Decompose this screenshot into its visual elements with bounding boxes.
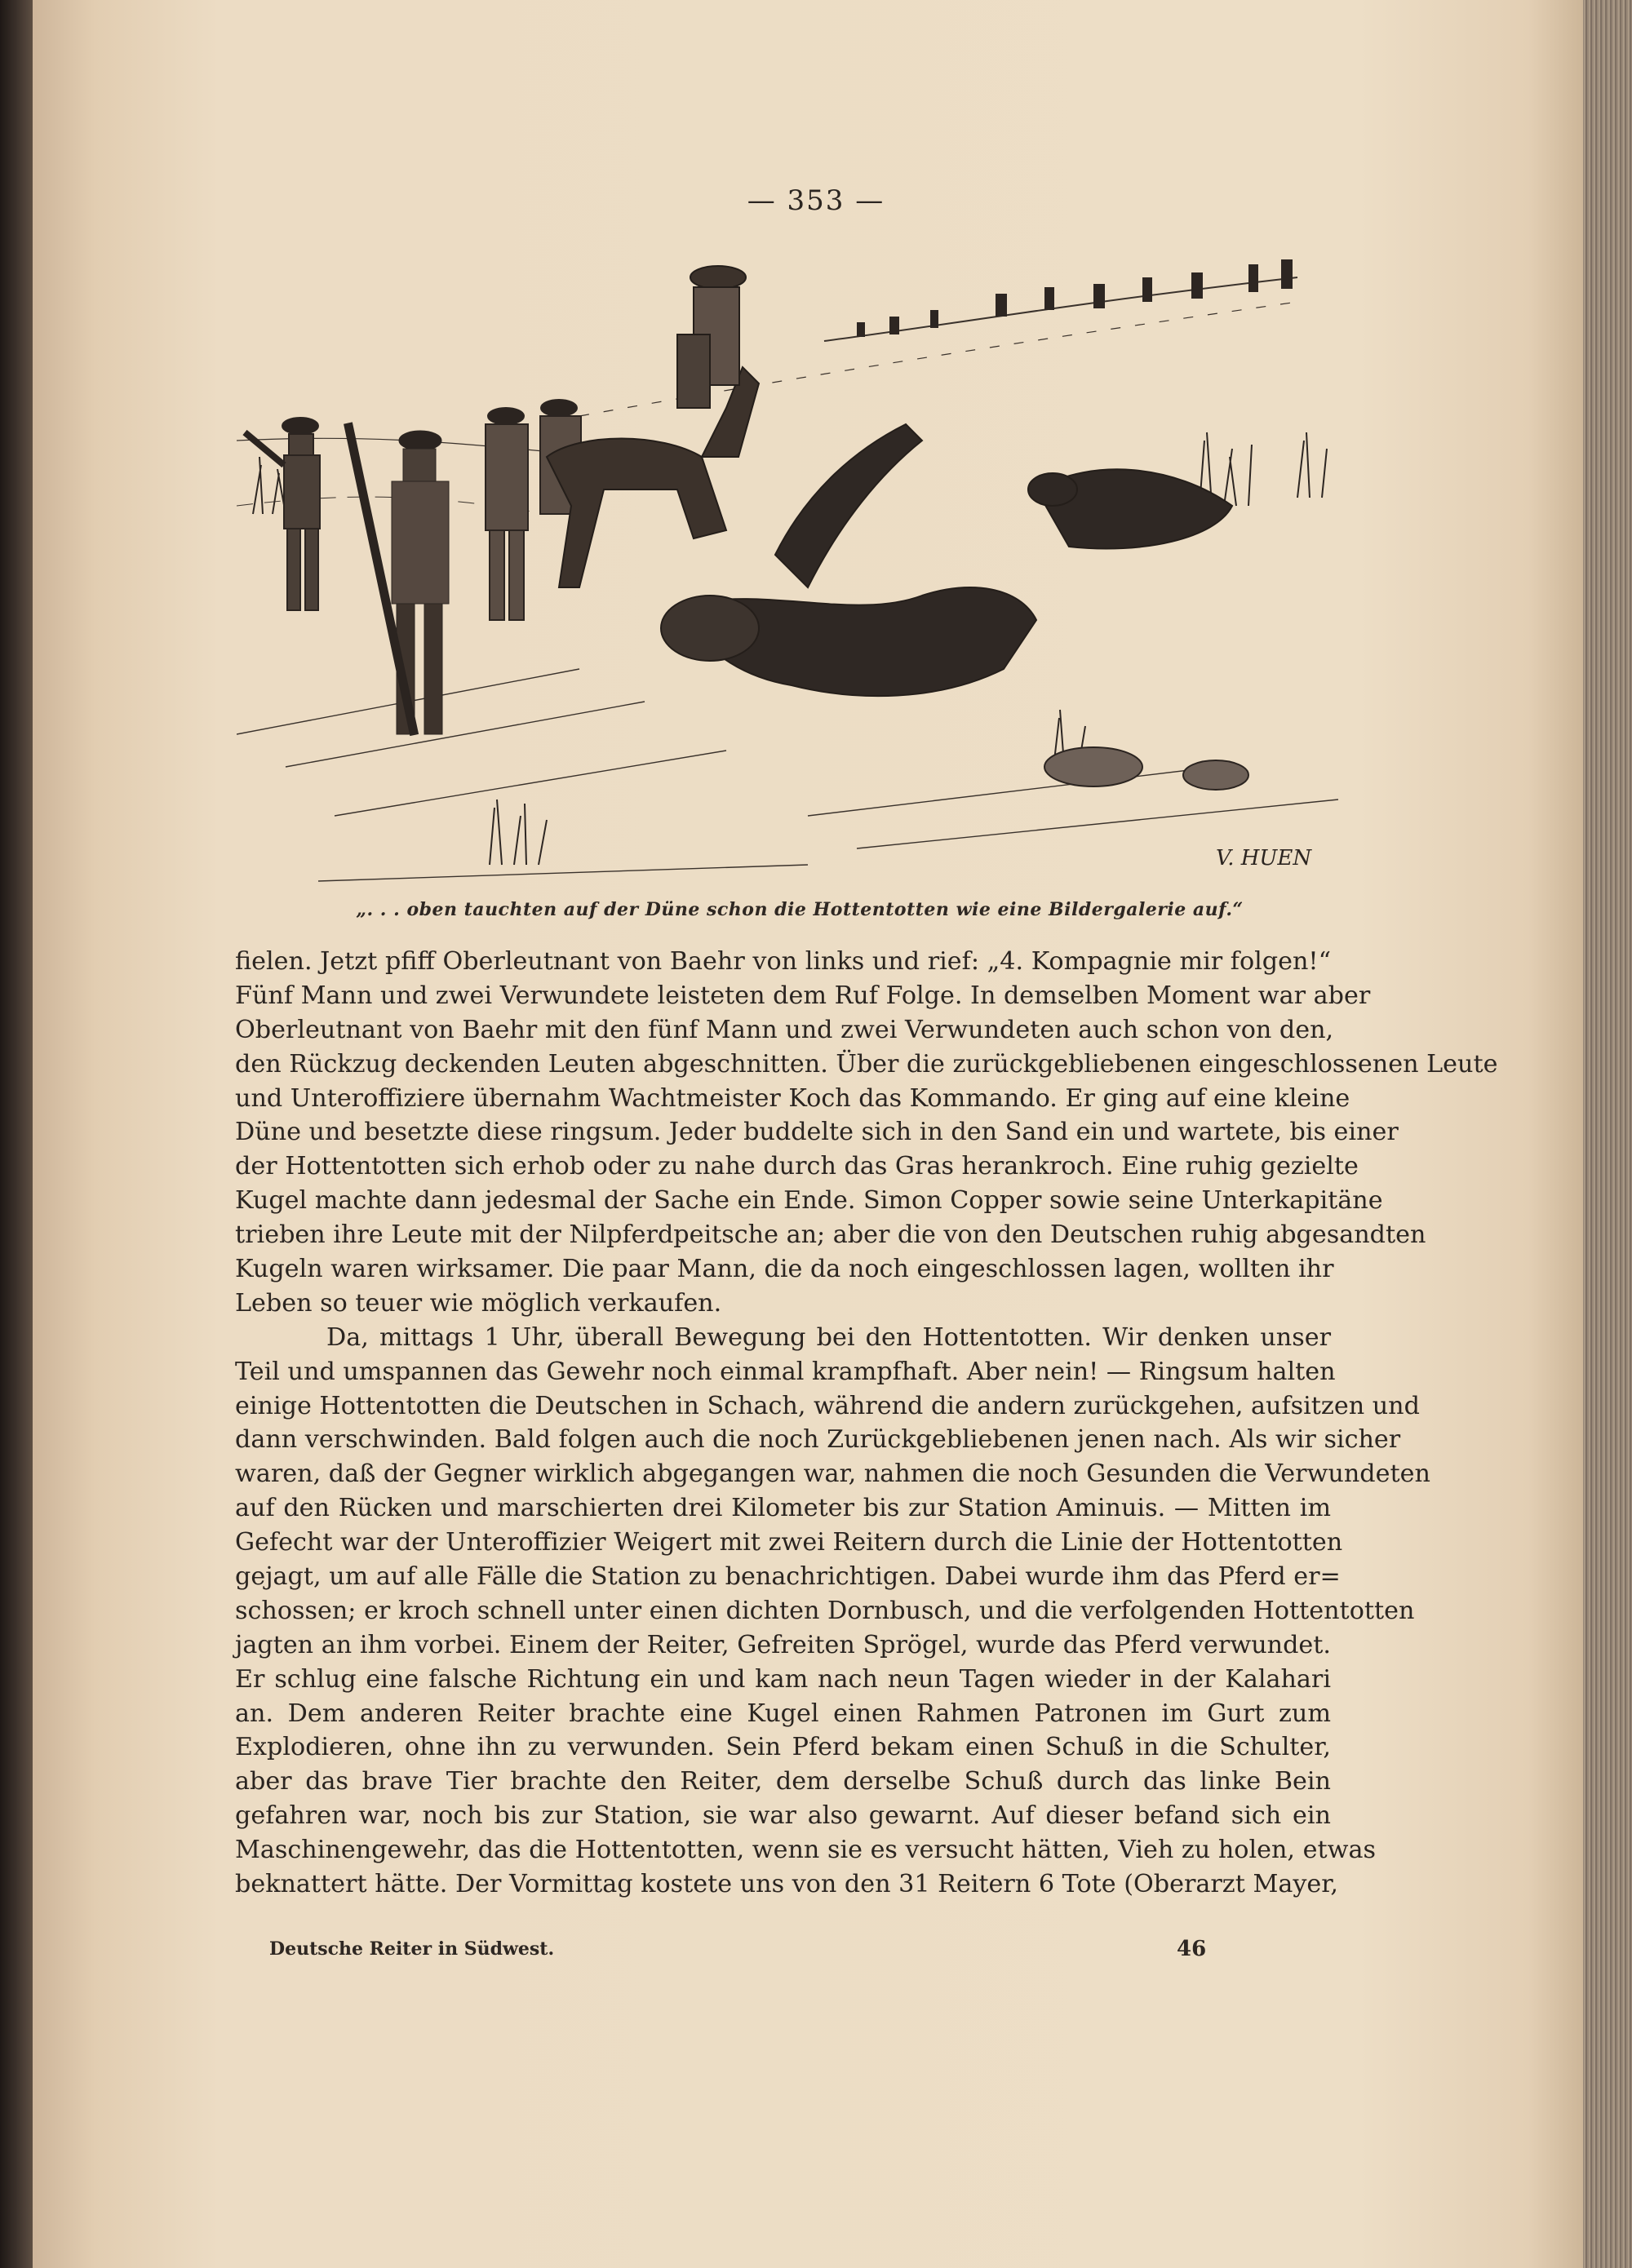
text-line: gejagt, um auf alle Fälle die Station zu benachrichtigen. Dabei wurde ihm das Pferd er= [235, 1562, 1341, 1592]
text-line: Da, mittags 1 Uhr, überall Bewegung bei den Hottentotten. Wir denken unser [326, 1322, 1331, 1352]
body-text [235, 945, 1498, 1902]
text-line: auf den Rücken und marschierten drei Kilometer bis zur Station Aminuis. — Mitten im [235, 1494, 1331, 1523]
text-line: einige Hottentotten die Deutschen in Schach, während die andern zurückgehen, aufsitzen und [235, 1391, 1420, 1420]
text-line: Gefecht war der Unteroffizier Weigert mit zwei Reitern durch die Linie der Hottentotten [235, 1528, 1343, 1557]
text-line: an. Dem anderen Reiter brachte eine Kugel einen Rahmen Patronen im Gurt zum [235, 1699, 1331, 1728]
page-number: — 353 — [747, 184, 885, 217]
illustration-caption: „. . . oben tauchten auf der Düne schon die Hottentotten wie eine Bildergalerie auf.“ [356, 899, 1244, 920]
text-line: und Unteroffiziere übernahm Wachtmeister Koch das Kommando. Er ging auf eine kleine [235, 1083, 1350, 1113]
text-line: den Rückzug deckenden Leuten abgeschnitten. Über die zurückgebliebenen eingeschlossenen Leute [235, 1049, 1498, 1079]
artist-signature: V. HUEN [1216, 846, 1312, 870]
text-line: gefahren war, noch bis zur Station, sie war also gewarnt. Auf dieser befand sich ein [235, 1801, 1331, 1831]
page-stack-edge [1583, 0, 1632, 2268]
footer-signature-mark: 46 [1177, 1937, 1207, 1961]
text-line: beknattert hätte. Der Vormittag kostete uns von den 31 Reitern 6 Tote (Oberarzt Mayer, [235, 1870, 1338, 1899]
text-line: Oberleutnant von Baehr mit den fünf Mann und zwei Verwundeten auch schon von den, [235, 1015, 1334, 1044]
text-line: trieben ihre Leute mit der Nilpferdpeitsche an; aber die von den Deutschen ruhig abgesandten [235, 1220, 1426, 1250]
text-line: waren, daß der Gegner wirklich abgegangen war, nahmen die noch Gesunden die Verwundeten [235, 1460, 1430, 1489]
text-line: Fünf Mann und zwei Verwundete leisteten dem Ruf Folge. In demselben Moment war aber [235, 981, 1371, 1010]
text-line: Leben so teuer wie möglich verkaufen. [235, 1288, 722, 1318]
footer-book-title: Deutsche Reiter in Südwest. [269, 1938, 555, 1960]
text-line: fielen. Jetzt pfiff Oberleutnant von Baehr von links und rief: „4. Kompagnie mir folgen!“ [235, 947, 1331, 976]
text-line: jagten an ihm vorbei. Einem der Reiter, Gefreiten Sprögel, wurde das Pferd verwundet. [235, 1630, 1331, 1659]
text-line: Teil und umspannen das Gewehr noch einmal krampfhaft. Aber nein! — Ringsum halten [235, 1357, 1336, 1386]
battle-scene-illustration [237, 245, 1363, 897]
text-line: Kugeln waren wirksamer. Die paar Mann, die da noch eingeschlossen lagen, wollten ihr [235, 1255, 1334, 1284]
text-line: der Hottentotten sich erhob oder zu nahe durch das Gras herankroch. Eine ruhig gezielte [235, 1152, 1359, 1181]
text-line: Düne und besetzte diese ringsum. Jeder buddelte sich in den Sand ein und wartete, bis einer [235, 1118, 1399, 1147]
text-line: Kugel machte dann jedesmal der Sache ein Ende. Simon Copper sowie seine Unterkapitäne [235, 1186, 1383, 1216]
text-line: Maschinengewehr, das die Hottentotten, wenn sie es versucht hätten, Vieh zu holen, etwas [235, 1836, 1376, 1865]
text-line: Explodieren, ohne ihn zu verwunden. Sein Pferd bekam einen Schuß in die Schulter, [235, 1733, 1331, 1762]
text-line: aber das brave Tier brachte den Reiter, dem derselbe Schuß durch das linke Bein [235, 1767, 1331, 1796]
page-header [0, 184, 1632, 217]
text-line: dann verschwinden. Bald folgen auch die noch Zurückgebliebenen jenen nach. Als wir sicher [235, 1425, 1401, 1455]
text-line: schossen; er kroch schnell unter einen dichten Dornbusch, und die verfolgenden Hottentotten [235, 1596, 1415, 1625]
text-line: Er schlug eine falsche Richtung ein und kam nach neun Tagen wieder in der Kalahari [235, 1664, 1331, 1694]
